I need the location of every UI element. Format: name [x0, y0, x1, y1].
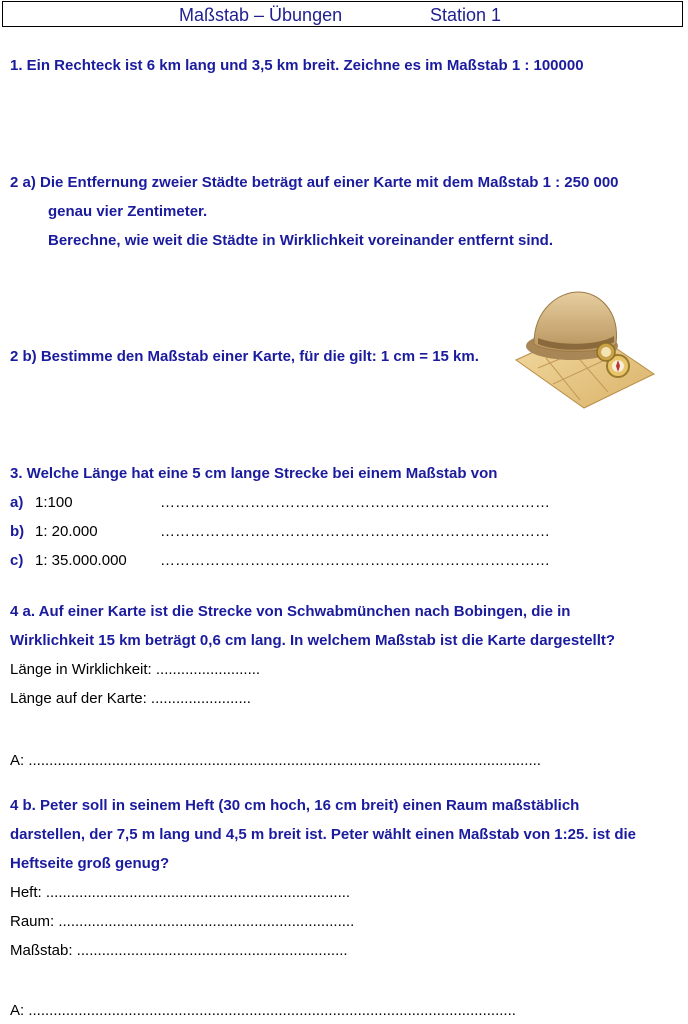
q3-item-a-value: 1:100	[35, 494, 73, 511]
q3-item-a-label: a)	[10, 494, 24, 511]
q3-item-b-label: b)	[10, 523, 25, 540]
q4b-raum-field: Raum: .......................................................................	[10, 913, 355, 930]
q3-item-c-answer-line: ……………………………………………………………………	[160, 552, 550, 569]
question-4b-line2: darstellen, der 7,5 m lang und 4,5 m breit ist. Peter wählt einen Maßstab von 1:25. ist die	[10, 826, 637, 843]
question-4a-line2: Wirklichkeit 15 km beträgt 0,6 cm lang. In welchem Maßstab ist die Karte dargestellt?	[10, 632, 616, 649]
worksheet-title: Maßstab – Übungen	[179, 5, 343, 25]
q3-item-c-label: c)	[10, 552, 24, 569]
q3-item-b-value: 1: 20.000	[35, 523, 98, 540]
q3-item-a-answer-line: ……………………………………………………………………	[160, 494, 550, 511]
q4a-real-length-field: Länge in Wirklichkeit: .........................	[10, 661, 261, 678]
q3-item-c-value: 1: 35.000.000	[35, 552, 127, 569]
question-3-title: 3. Welche Länge hat eine 5 cm lange Strecke bei einem Maßstab von	[10, 465, 498, 482]
q4b-heft-field: Heft: .........................................................................	[10, 884, 351, 901]
q4a-answer-line: A: ...........................................................................................................................	[10, 752, 541, 769]
header-box	[2, 1, 683, 27]
q4b-massstab-field: Maßstab: .................................................................	[10, 942, 348, 959]
q4b-answer-line: A: .....................................................................................................................	[10, 1002, 516, 1019]
question-4b-line1: 4 b. Peter soll in seinem Heft (30 cm hoch, 16 cm breit) einen Raum maßstäblich	[10, 797, 580, 814]
explorer-hat-map-illustration	[508, 288, 656, 412]
station-label: Station 1	[430, 5, 502, 25]
question-2a-line2: genau vier Zentimeter.	[48, 203, 208, 220]
question-1: 1. Ein Rechteck ist 6 km lang und 3,5 km breit. Zeichne es im Maßstab 1 : 100000	[10, 57, 584, 74]
question-2a-line1: 2 a) Die Entfernung zweier Städte beträgt auf einer Karte mit dem Maßstab 1 : 250 000	[10, 174, 619, 191]
question-4a-line1: 4 a. Auf einer Karte ist die Strecke von Schwabmünchen nach Bobingen, die in	[10, 603, 571, 620]
q4a-map-length-field: Länge auf der Karte: ........................	[10, 690, 251, 707]
q3-item-b-answer-line: ……………………………………………………………………	[160, 523, 550, 540]
question-4b-line3: Heftseite groß genug?	[10, 855, 170, 872]
question-2b: 2 b) Bestimme den Maßstab einer Karte, für die gilt: 1 cm = 15 km.	[10, 348, 479, 365]
question-2a-line3: Berechne, wie weit die Städte in Wirklichkeit voreinander entfernt sind.	[48, 232, 553, 249]
